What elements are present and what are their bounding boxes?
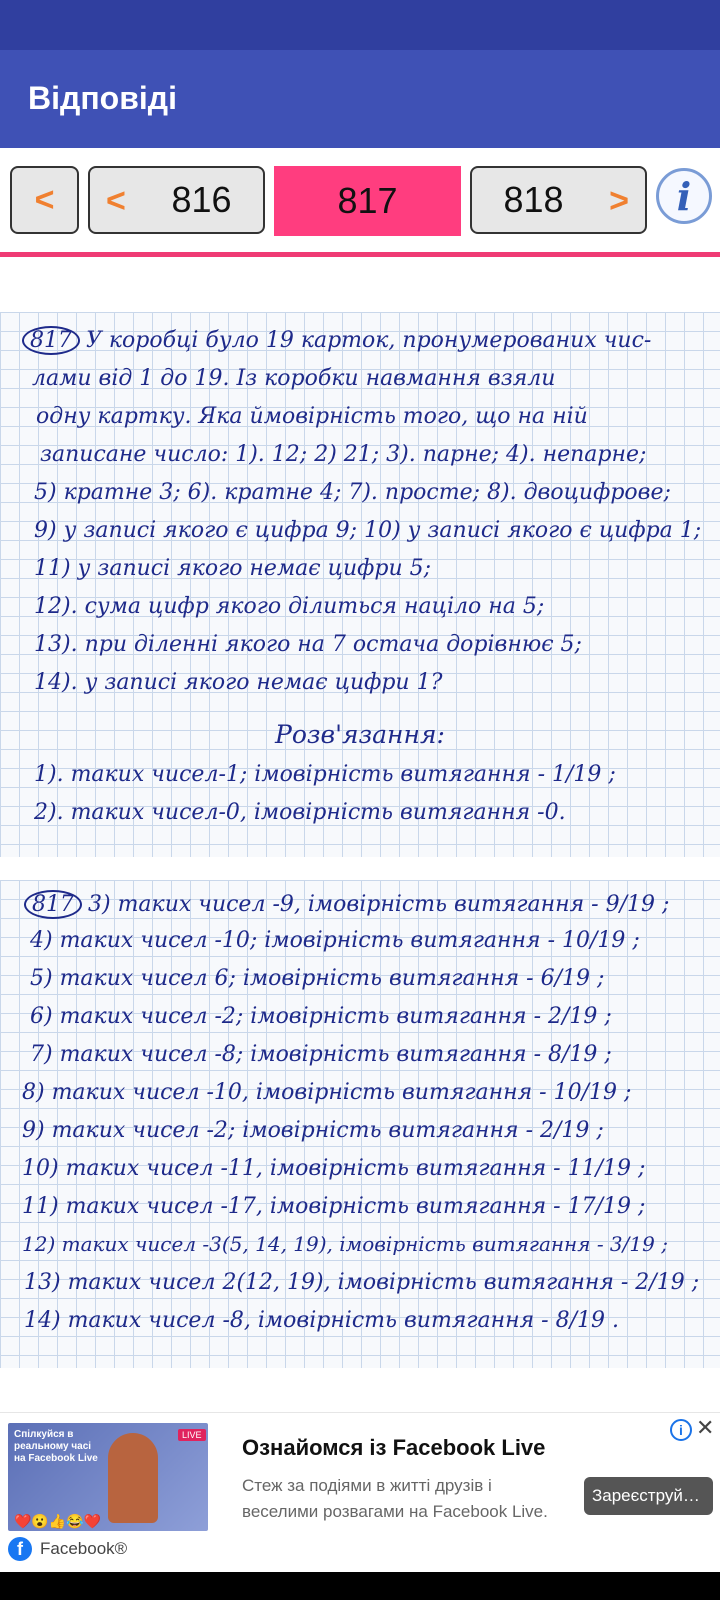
answer-line: 14) таких чисел -8, імовірність витягання - 8/19 . (24, 1308, 619, 1333)
ad-cta-button[interactable]: Зареєструй… (584, 1477, 713, 1515)
close-icon[interactable]: ✕ (696, 1415, 715, 1440)
problem-line: лами від 1 до 19. Із коробки навмання взяли (32, 366, 556, 391)
answer-line: 12) таких чисел -3(5, 14, 19), імовірність витягання - 3/19 ; (22, 1232, 668, 1256)
next-task-button[interactable] (470, 166, 647, 234)
ad-info-icon[interactable]: i (670, 1419, 692, 1441)
solution-heading: Розв'язання: (275, 720, 445, 749)
problem-line: 14). у записі якого немає цифри 1? (34, 670, 443, 695)
answer-line: 10) таких чисел -11, імовірність витягання - 11/19 ; (22, 1156, 646, 1181)
current-task-number: 817 (337, 180, 398, 221)
problem-line: 13). при діленні якого на 7 остача дорівнює 5; (34, 632, 582, 657)
task-number-badge: 817 (22, 326, 80, 355)
nav-divider (0, 252, 720, 257)
live-badge: LIVE (178, 1429, 206, 1441)
problem-line: одну картку. Яка ймовірність того, що на ній (36, 404, 588, 429)
app-bar (0, 50, 720, 148)
chevron-left-icon: < (106, 182, 126, 220)
answer-line: 11) таких чисел -17, імовірність витягання - 17/19 ; (22, 1194, 646, 1219)
answer-line: 3) таких чисел -9, імовірність витягання - 9/19 ; (88, 892, 670, 917)
previous-task-button[interactable] (88, 166, 265, 234)
status-bar (0, 0, 720, 50)
ad-image[interactable] (8, 1423, 208, 1531)
info-icon[interactable]: i (656, 168, 712, 224)
answer-line: 6) таких чисел -2; імовірність витягання - 2/19 ; (30, 1004, 612, 1029)
current-task-indicator (274, 166, 461, 236)
page-title: Відповіді (28, 80, 177, 116)
back-button[interactable] (10, 166, 79, 234)
ad-image-text: Спілкуйся в реальному часі на Facebook Live (14, 1429, 98, 1464)
ad-person-figure (108, 1433, 158, 1523)
chevron-right-icon: > (609, 182, 629, 220)
facebook-logo-icon: f (8, 1537, 32, 1561)
problem-line: 11) у записі якого немає цифри 5; (34, 556, 432, 581)
problem-line: 9) у записі якого є цифра 9; 10) у записі якого є цифра 1; (34, 518, 702, 543)
next-task-number: 818 (503, 179, 564, 220)
problem-line: У коробці було 19 карток, пронумерованих чис- (86, 328, 652, 353)
answer-line: 9) таких чисел -2; імовірність витягання - 2/19 ; (22, 1118, 604, 1143)
system-navigation-bar (0, 1572, 720, 1600)
task-navigation (0, 148, 720, 252)
answer-line: 4) таких чисел -10; імовірність витягання - 10/19 ; (30, 928, 640, 953)
ad-title[interactable]: Ознайомся із Facebook Live (242, 1435, 546, 1460)
chevron-left-icon: < (34, 180, 55, 219)
answer-line: 2). таких чисел-0, імовірність витягання -0. (34, 800, 566, 825)
solution-image-page-2 (0, 880, 720, 1368)
problem-line: записане число: 1). 12; 2) 21; 3). парне; 4). непарне; (40, 442, 647, 467)
answer-line: 1). таких чисел-1; імовірність витягання - 1/19 ; (34, 762, 616, 787)
answer-line: 8) таких чисел -10, імовірність витягання - 10/19 ; (22, 1080, 632, 1105)
ad-body: Стеж за подіями в житті друзів і веселими розвагами на Facebook Live. (242, 1476, 548, 1521)
ad-banner[interactable] (0, 1412, 720, 1572)
reaction-icons: ❤️😮👍😂❤️ (14, 1513, 102, 1529)
answer-line: 13) таких чисел 2(12, 19), імовірність витягання - 2/19 ; (24, 1270, 700, 1295)
problem-line: 5) кратне 3; 6). кратне 4; 7). просте; 8). двоцифрове; (34, 480, 671, 505)
answer-line: 5) таких чисел 6; імовірність витягання - 6/19 ; (30, 966, 605, 991)
task-number-badge: 817 (24, 890, 82, 919)
answer-line: 7) таких чисел -8; імовірність витягання - 8/19 ; (30, 1042, 612, 1067)
previous-task-number: 816 (171, 179, 232, 220)
solution-image-page-1 (0, 312, 720, 857)
problem-line: 12). сума цифр якого ділиться націло на 5; (34, 594, 545, 619)
ad-brand[interactable] (8, 1537, 127, 1561)
ad-brand-name: Facebook® (40, 1539, 128, 1558)
